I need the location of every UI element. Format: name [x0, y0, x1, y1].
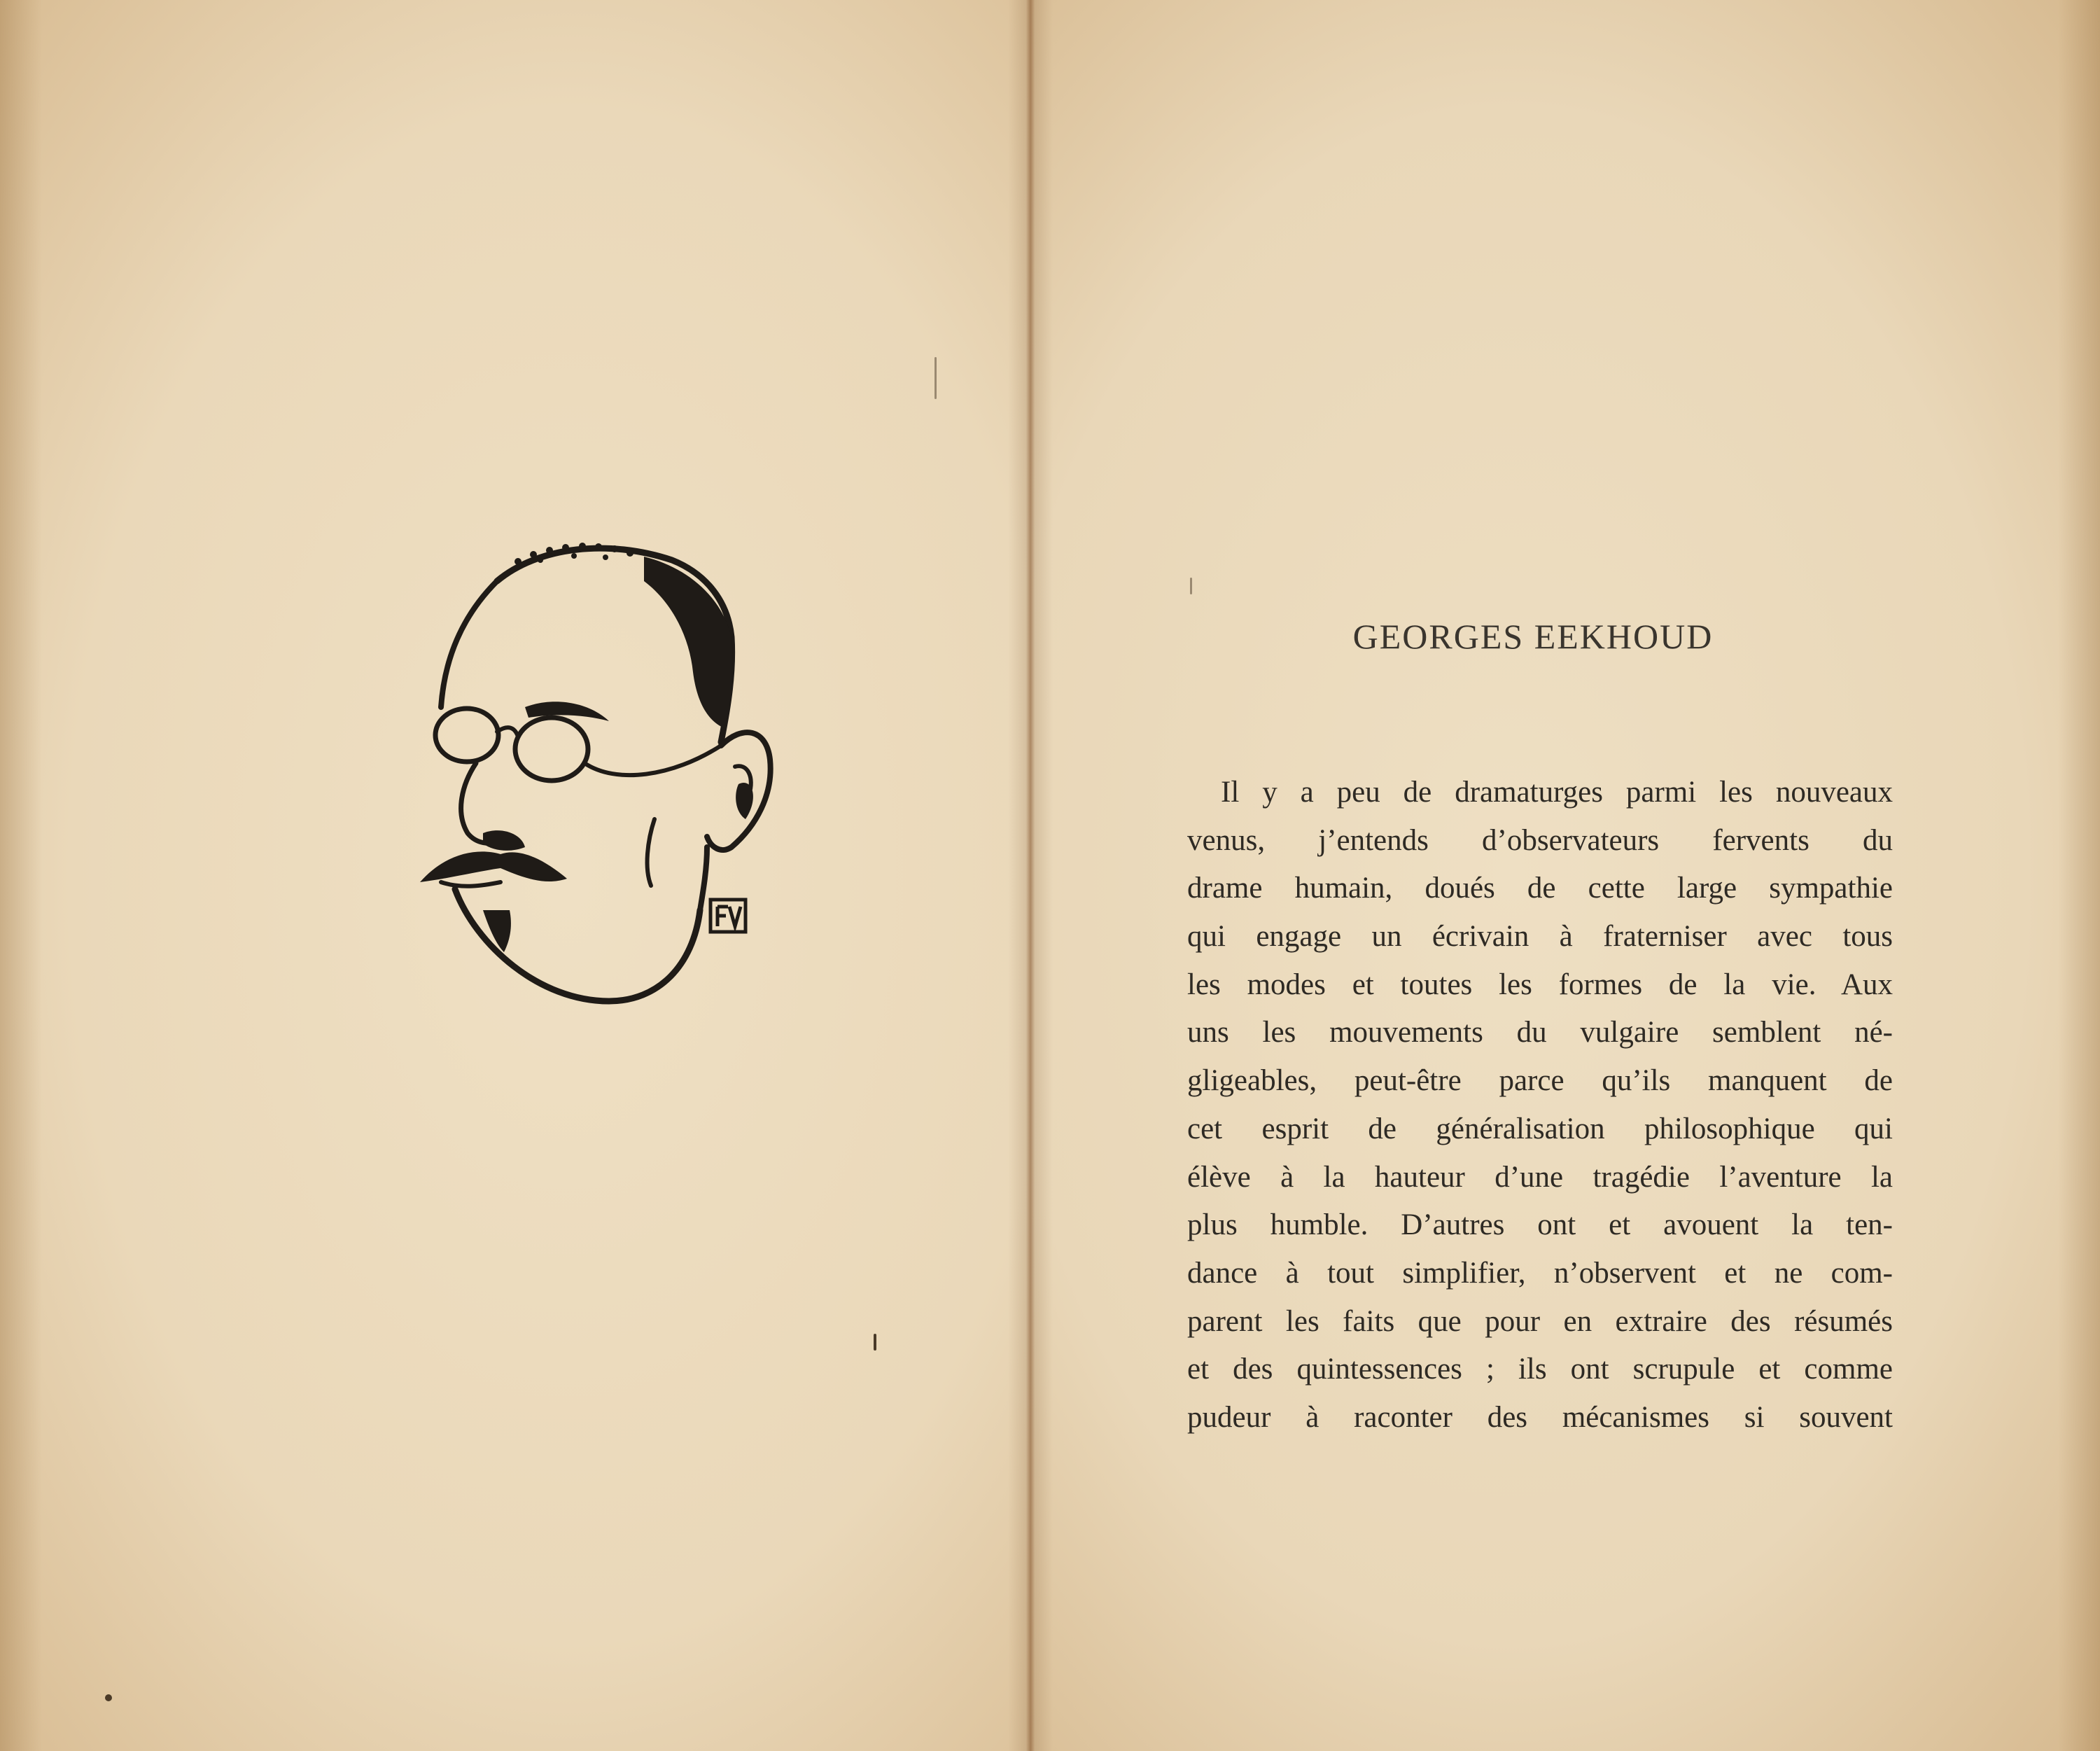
page-edge-shadow: [0, 0, 42, 1751]
text-line: cet esprit de généralisation philosophique qui: [1187, 1112, 1893, 1145]
paper-speck: [934, 357, 937, 399]
text-line: parent les faits que pour en extraire des résumés: [1187, 1304, 1893, 1338]
text-line: venus, j’entends d’observateurs fervents du: [1187, 823, 1893, 857]
text-line: élève à la hauteur d’une tragédie l’aventure la: [1187, 1160, 1893, 1194]
text-line: Il y a peu de dramaturges parmi les nouveaux: [1221, 776, 1893, 809]
page-edge-shadow: [2058, 0, 2100, 1751]
fv-monogram: [710, 900, 746, 932]
text-line: et des quintessences ; ils ont scrupule et comme: [1187, 1353, 1893, 1386]
text-line: dance à tout simplifier, n’observent et ne com-: [1187, 1256, 1893, 1290]
text-line: uns les mouvements du vulgaire semblent né-: [1187, 1016, 1893, 1049]
text-line: plus humble. D’autres ont et avouent la ten-: [1187, 1208, 1893, 1242]
text-line: gligeables, peut-être parce qu’ils manquent de: [1187, 1064, 1893, 1098]
left-page: [0, 0, 1030, 1751]
body-text: [1187, 769, 1893, 1442]
paper-speck: [105, 1694, 112, 1701]
chapter-title: GEORGES EEKHOUD: [1352, 617, 1714, 656]
paper-speck: [874, 1334, 876, 1351]
portrait-woodcut: [378, 518, 777, 1022]
text-line: drame humain, doués de cette large sympathie: [1187, 872, 1893, 905]
text-line: pudeur à raconter des mécanismes si souvent: [1187, 1400, 1893, 1434]
text-line: qui engage un écrivain à fraterniser avec tous: [1187, 920, 1893, 954]
paper-speck: [1190, 578, 1192, 594]
book-gutter: [1008, 0, 1053, 1751]
text-line: les modes et toutes les formes de la vie. Aux: [1187, 968, 1893, 1001]
